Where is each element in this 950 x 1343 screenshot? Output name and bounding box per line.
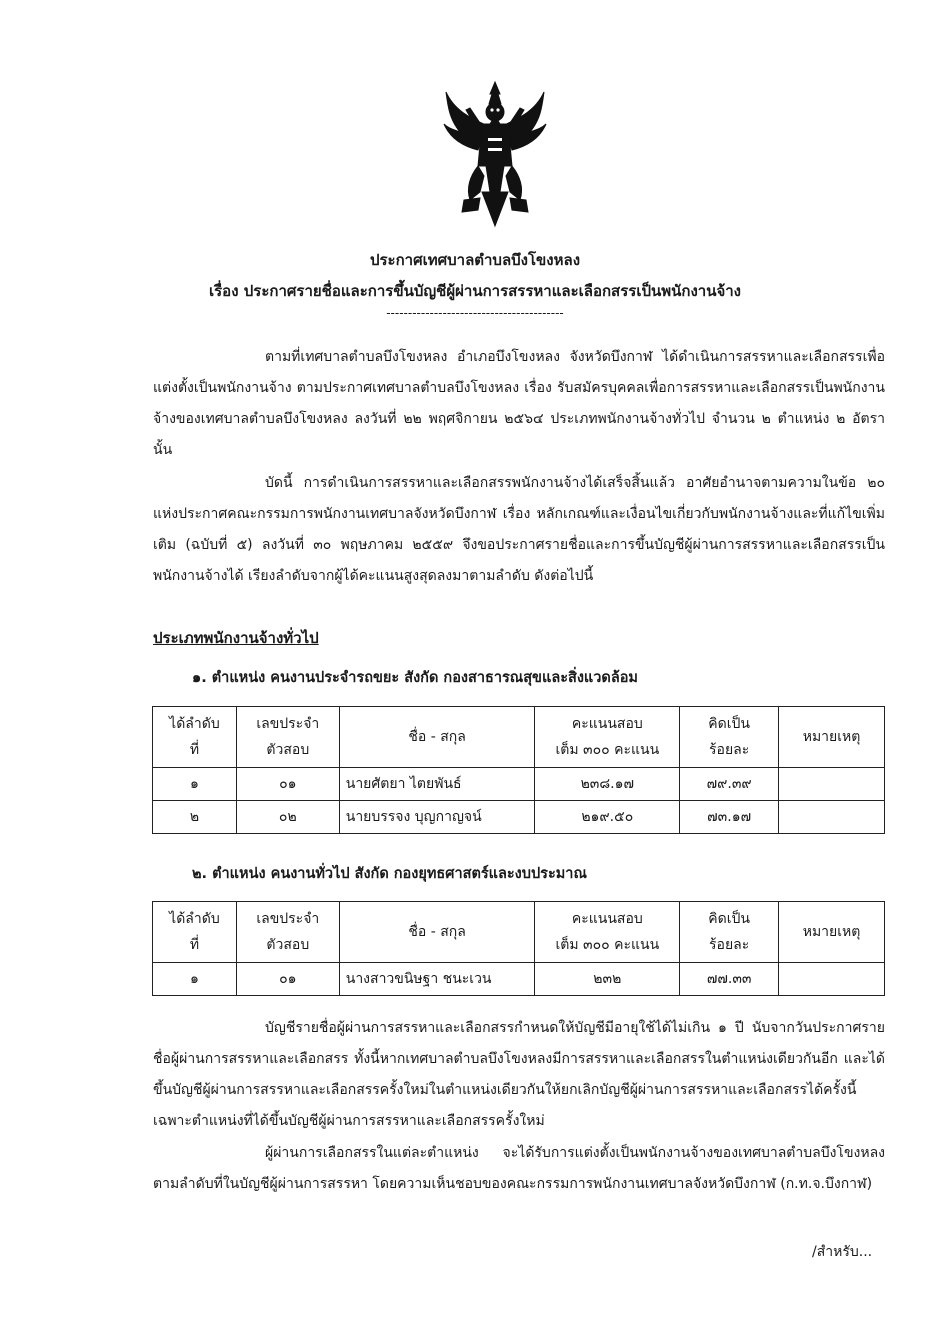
table-row [153, 801, 885, 834]
paragraph-announcement-text: บัดนี้ การดำเนินการสรรหาและเลือกสรรพนักงานจ้างได้เสร็จสิ้นแล้ว อาศัยอำนาจตามความในข้อ ๒๐ แห่งประกาศคณะกรรมการพนักงานเทศบาลจังหวัดบึงกาฬ เรื่อง หลักเกณฑ์และเงื่อนไขเกี่ยวกับพนักงานจ้างและที่แก้ไขเพิ่มเติม (ฉบับที่ ๕) ลงวันที่ ๓๐ พฤษภาคม ๒๕๕๙ จึงขอประกาศรายชื่อและการขึ้นบัญชีผู้ผ่านการสรรหาและเลือกสรรเป็นพนักงานจ้างได้ เรียงลำดับจากผู้ได้คะแนนสูงสุดลงมาตามลำดับ ดังต่อไปนี้ [153, 475, 885, 584]
header-score: คะแนนสอบ เต็ม ๓๐๐ คะแนน [535, 902, 680, 963]
cell-score: ๒๓๒ [535, 963, 680, 996]
cell-rank: ๑ [153, 963, 237, 996]
cell-name: นายศัตยา ไตยพันธ์ [339, 768, 535, 801]
announcement-title: ประกาศเทศบาลตำบลบึงโขงหลง [369, 251, 581, 269]
cell-rank: ๒ [153, 801, 237, 834]
table-header-row [153, 707, 885, 768]
cell-score: ๒๓๘.๑๗ [535, 768, 680, 801]
header-remark: หมายเหตุ [779, 902, 885, 963]
header-score: คะแนนสอบ เต็ม ๓๐๐ คะแนน [535, 707, 680, 768]
header-name: ชื่อ - สกุล [339, 902, 535, 963]
cell-exam-no: ๐๒ [236, 801, 339, 834]
paragraph-validity [153, 1013, 885, 1137]
header-percent: คิดเป็น ร้อยละ [680, 902, 779, 963]
paragraph-appointment-text: ผู้ผ่านการเลือกสรรในแต่ละตำแหน่ง จะได้รับการแต่งตั้งเป็นพนักงานจ้างของเทศบาลตำบลบึงโขงหลงตามลำดับที่ในบัญชีผู้ผ่านการสรรหา โดยความเห็นชอบของคณะกรรมการพนักงานเทศบาลจังหวัดบึงกาฬ (ก.ท.จ.บึงกาฬ) [153, 1145, 885, 1192]
paragraph-appointment [153, 1138, 885, 1200]
cell-percent: ๗๗.๓๓ [680, 963, 779, 996]
header-rank: ได้ลำดับ ที่ [153, 707, 237, 768]
paragraph-validity-text: บัญชีรายชื่อผู้ผ่านการสรรหาและเลือกสรรกำหนดให้บัญชีมีอายุใช้ได้ไม่เกิน ๑ ปี นับจากวันประกาศรายชื่อผู้ผ่านการสรรหาและเลือกสรร ทั้งนี้หากเทศบาลตำบลบึงโขงหลงมีการสรรหาและเลือกสรรในตำแหน่งเดียวกันอีก และได้ขึ้นบัญชีผู้ผ่านการสรรหาและเลือกสรรครั้งใหม่ในตำแหน่งเดียวกันให้ยกเลิกบัญชีผู้ผ่านการสรรหาและเลือกสรรได้ครั้งนี้เฉพาะตำแหน่งที่ได้ขึ้นบัญชีผู้ผ่านการสรรหาและเลือกสรรครั้งใหม่ [153, 1020, 885, 1129]
cell-remark [779, 963, 885, 996]
position-heading-1: ๑. ตำแหน่ง คนงานประจำรถขยะ สังกัด กองสาธารณสุขและสิ่งแวดล้อม [192, 670, 638, 686]
header-name: ชื่อ - สกุล [339, 707, 535, 768]
header-remark: หมายเหตุ [779, 707, 885, 768]
cell-percent: ๗๙.๓๙ [680, 768, 779, 801]
table-row [153, 768, 885, 801]
table-row [153, 963, 885, 996]
cell-percent: ๗๓.๑๗ [680, 801, 779, 834]
cell-remark [779, 801, 885, 834]
paragraph-announcement [153, 468, 885, 592]
header-exam-no: เลขประจำ ตัวสอบ [236, 902, 339, 963]
cell-exam-no: ๐๑ [236, 768, 339, 801]
header-percent: คิดเป็น ร้อยละ [680, 707, 779, 768]
cell-remark [779, 768, 885, 801]
cell-name: นางสาวขนิษฐา ชนะเวน [339, 963, 535, 996]
cell-name: นายบรรจง บุญกาญจน์ [339, 801, 535, 834]
results-table-2 [152, 901, 885, 996]
header-exam-no: เลขประจำ ตัวสอบ [236, 707, 339, 768]
results-table-1 [152, 706, 885, 834]
cell-exam-no: ๐๑ [236, 963, 339, 996]
announcement-subject: เรื่อง ประกาศรายชื่อและการขึ้นบัญชีผู้ผ่านการสรรหาและเลือกสรรเป็นพนักงานจ้าง [209, 282, 741, 300]
section-heading: ประเภทพนักงานจ้างทั่วไป [153, 629, 319, 647]
paragraph-background [153, 342, 885, 466]
position-heading-2: ๒. ตำแหน่ง คนงานทั่วไป สังกัด กองยุทธศาสตร์และงบประมาณ [192, 866, 587, 882]
title-divider: ----------------------------------------- [386, 306, 564, 320]
garuda-emblem [440, 80, 550, 230]
paragraph-background-text: ตามที่เทศบาลตำบลบึงโขงหลง อำเภอบึงโขงหลง จังหวัดบึงกาฬ ได้ดำเนินการสรรหาและเลือกสรรเพื่อแต่งตั้งเป็นพนักงานจ้าง ตามประกาศเทศบาลตำบลบึงโขงหลง เรื่อง รับสมัครบุคคลเพื่อการสรรหาและเลือกสรรเป็นพนักงานจ้างของเทศบาลตำบลบึงโขงหลง ลงวันที่ ๒๒ พฤศจิกายน ๒๕๖๔ ประเภทพนักงานจ้างทั่วไป จำนวน ๒ ตำแหน่ง ๒ อัตรา นั้น [153, 349, 885, 458]
cell-rank: ๑ [153, 768, 237, 801]
continued-marker: /สำหรับ... [812, 1244, 873, 1260]
table-header-row [153, 902, 885, 963]
cell-score: ๒๑๙.๕๐ [535, 801, 680, 834]
header-rank: ได้ลำดับ ที่ [153, 902, 237, 963]
